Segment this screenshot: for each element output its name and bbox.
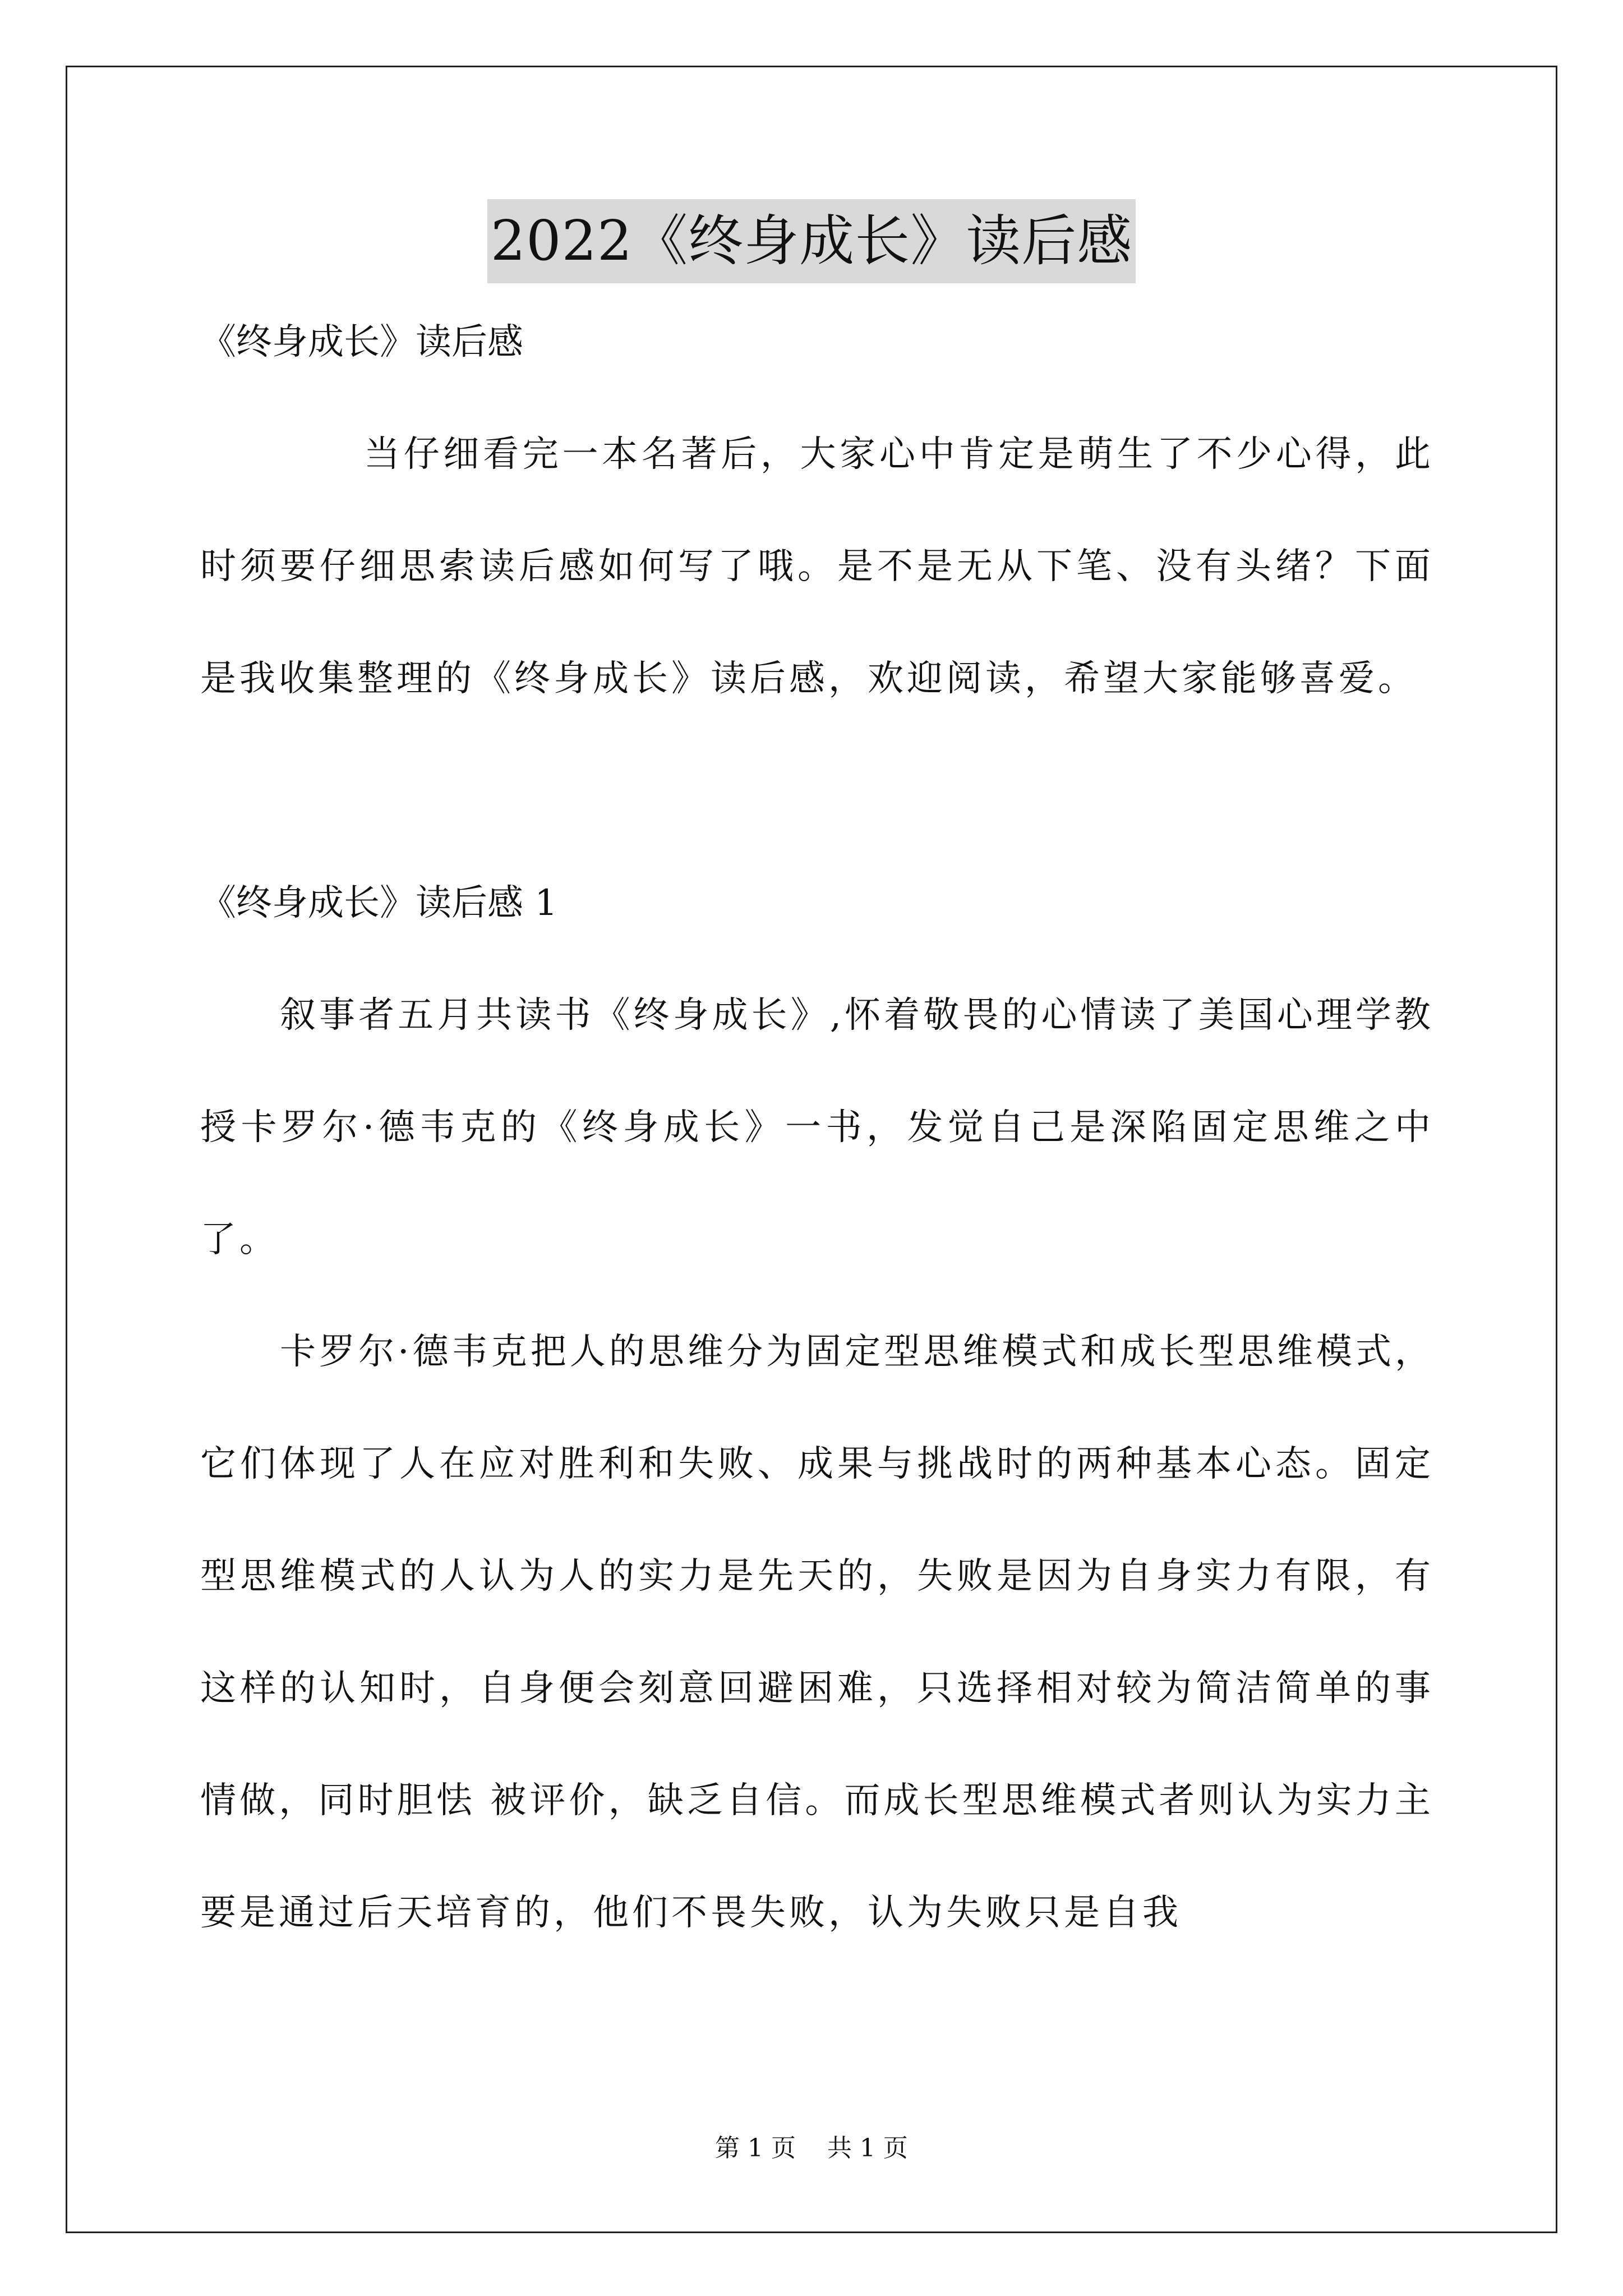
document-title: 2022《终身成长》读后感 xyxy=(487,199,1136,283)
page-footer xyxy=(0,2132,1623,2165)
spacer xyxy=(200,370,1434,398)
title-container xyxy=(0,199,1623,283)
spacer xyxy=(200,931,1434,959)
document-body xyxy=(200,314,1434,1969)
spacer xyxy=(200,735,1434,875)
subheading-intro: 《终身成长》读后感 xyxy=(200,321,523,363)
subheading-essay-1: 《终身成长》读后感 1 xyxy=(200,882,558,924)
page-number: 第 1 页 共 1 页 xyxy=(715,2134,908,2162)
body-paragraph-2: 卡罗尔·德韦克把人的思维分为固定型思维模式和成长型思维模式，它们体现了人在应对胜利和失败、成果与挑战时的两种基本心态。固定型思维模式的人认为人的实力是先天的，失败是因为自身实力有限，有这样的认知时，自身便会刻意回避困难，只选择相对较为简洁简单的事情做，同时胆怯 被评价，缺乏自信。而成长型思维模式者则认为实力主要是通过后天培育的，他们不畏失败，认为失败只是自我 xyxy=(200,1331,1434,1934)
body-paragraph-1: 叙事者五月共读书《终身成长》,怀着敬畏的心情读了美国心理学教授卡罗尔·德韦克的《终身成长》一书，发觉自己是深陷固定思维之中了。 xyxy=(200,995,1434,1260)
intro-paragraph: 当仔细看完一本名著后，大家心中肯定是萌生了不少心得，此时须要仔细思索读后感如何写了哦。是不是无从下笔、没有头绪？下面是我收集整理的《终身成长》读后感，欢迎阅读，希望大家能够喜爱。 xyxy=(200,434,1434,700)
